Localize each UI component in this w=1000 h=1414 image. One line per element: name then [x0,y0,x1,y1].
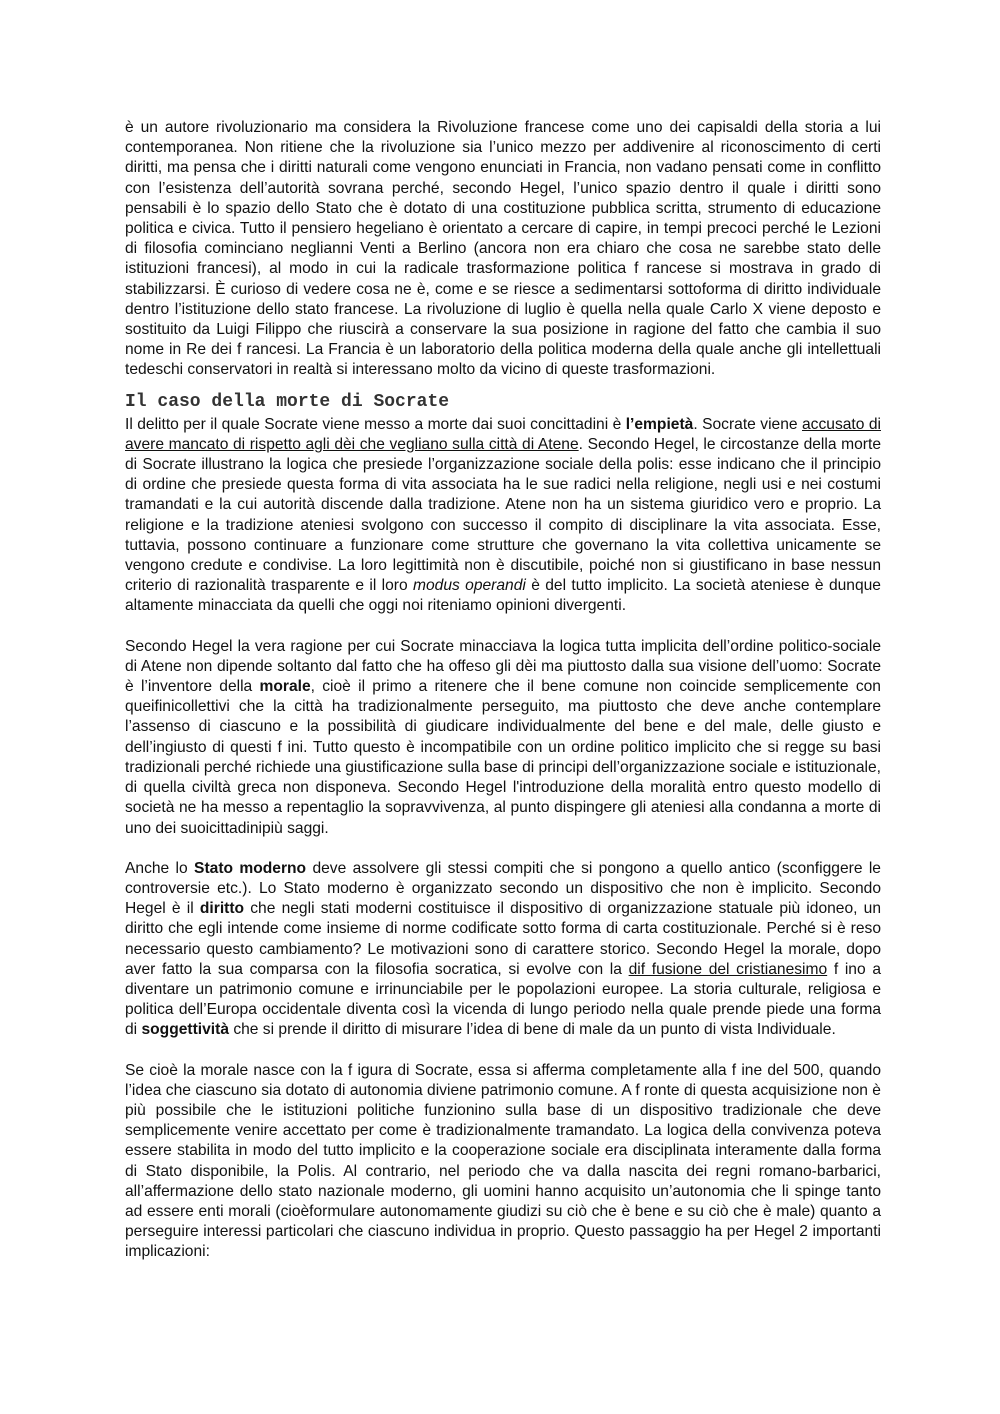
paragraph-text: Il delitto per il quale Socrate viene messo a morte dai suoi concittadini è [125,415,626,433]
paragraph-autonomia [125,1061,881,1263]
paragraph-text: è un autore rivoluzionario ma considera la Rivoluzione francese come uno dei capisaldi della storia a lui contemporanea. Non ritiene che la rivoluzione sia l’unico mezzo per addivenire al riconoscimento di certi diritti, ma pensa che i diritti naturali come vengono enunciati in Francia, non vadano pensati come in conflitto con l’esistenza dell’autorità sovrana perché, secondo Hegel, l’unico spazio dentro il quale i diritti sono pensabili è lo spazio dello Stato che è dotato di una costituzione pubblica scritta, strumento di educazione politica e civica. Tutto il pensiero hegeliano è orientato a cercare di capire, in tempi precoci perché le Lezioni di filosofia cominciano neglianni Venti a Berlino (ancora non era chiaro che cosa ne sarebbe stato delle istituzioni francesi), al modo in cui la radicale trasformazione politica f rancese si mostrava in grado di stabilizzarsi. È curioso di vedere cosa ne è, come e se riesce a sedimentarsi sottoforma di diritto individuale dentro l’istituzione dello stato francese. La rivoluzione di luglio è quella nella quale Carlo X viene deposto e sostituito da Luigi Filippo che riuscirà a conservare la sua posizione in ragione del fatto che cambia il suo nome in Re dei f rancesi. La Francia è un laboratorio della politica moderna della quale anche gli intellettuali tedeschi conservatori in realtà si interessano molto da vicino di queste trasformazioni. [125,119,881,379]
underlined-accusation: accusato di avere mancato di rispetto agli dèi che vegliano sulla città di Atene [125,415,881,453]
paragraph-stato-moderno [125,859,881,1041]
paragraph-morale-socrate [125,637,881,839]
paragraph-text: , cioè il primo a ritenere che il bene comune non coincide semplicemente con queifinicollettivi che la città ha tradizionalmente perseguito, ma piuttosto che deve anche contemplare l’assenso di ciascuno e la possibilità di giudicare individualmente del bene e del male, delle giusto e dell’ingiusto di questi f ini. Tutto questo è incompatibile con un ordine politico implicito che si regge su basi tradizionali perché richiede una giustificazione sulla base di principi dell’organizzazione sociale e istituzionale, di quella civiltà greca non disponeva. Secondo Hegel l'introduzione della moralità entro questo modello di società ne ha messo a repentaglio la sopravvivenza, al punto dispingere gli ateniesi alla condanna a morte di uno dei suoicittadinipiù saggi. [125,678,881,837]
paragraph-text: f ino a diventare un patrimonio comune e irrinunciabile per le popolazioni europee. La storia culturale, religiosa e politica dell’Europa occidentale diventa così la vicenda di lungo periodo nella quale prende piede una forma di [125,960,881,1039]
paragraph-text: è del tutto implicito. La società ateniese è dunque altamente minacciata da quelli che oggi noi riteniamo opinioni divergenti. [125,577,881,615]
bold-term-soggettivita: soggettività [141,1021,229,1039]
paragraph-text: Secondo Hegel la vera ragione per cui Socrate minacciava la logica tutta implicita dell’ordine politico-sociale di Atene non dipende soltanto dal fatto che ha offeso gli dèi ma piuttosto dalla sua visione dell’uomo: Socrate è l’inventore della [125,637,881,696]
paragraph-rivoluzione-francese [125,118,881,381]
paragraph-text: Anche lo [125,859,195,877]
paragraph-text: . Socrate viene [693,415,802,433]
paragraph-text: deve assolvere gli stessi compiti che si pongono a quello antico (sconfiggere le controversie etc.). Lo Stato moderno è organizzato secondo un dispositivo che non è implicito. Secondo Hegel è il [125,859,881,918]
paragraph-morte-socrate [125,415,881,617]
bold-term-morale: morale [259,678,311,696]
italic-term-modus-operandi: modus operandi [413,577,526,595]
paragraph-text: che negli stati moderni costituisce il dispositivo di organizzazione statuale più idoneo, un diritto che egli intende come insieme di norme codificate sotto forma di carta costituzionale. Perché si è reso necessario questo cambiamento? Le motivazioni sono di carattere storico. Secondo Hegel la morale, dopo aver fatto la sua comparsa con la filosofia socratica, si evolve con la [125,900,882,978]
bold-term-empieta: l’empietà [625,415,694,433]
section-heading: Il caso della morte di Socrate [125,391,450,412]
bold-term-stato-moderno: Stato moderno [194,859,307,877]
paragraph-text: che si prende il diritto di misurare l’idea di bene di male da un punto di vista Individuale. [229,1021,836,1039]
underlined-cristianesimo: dif fusione del cristianesimo [628,960,828,978]
paragraph-text: Se cioè la morale nasce con la f igura di Socrate, essa si afferma completamente alla f ine del 500, quando l’idea che ciascuno sia dotato di autonomia diviene patrimonio comune. A f ronte di questa acquisizione non è più possibile che le istituzioni politiche funzionino sulla base di un dispositivo tradizionale che deve semplicemente venire accettato per come è tradizionalmente tramandato. La logica della convivenza poteva essere stabilita in modo del tutto implicito e la cooperazione sociale era disciplinata interamente dalla forma di Stato disponibile, la Polis. Al contrario, nel periodo che va dalla nascita dei regni romano-barbarici, all’affermazione dello stato nazionale moderno, gli uomini hanno acquisito un’autonomia che li spinge tanto ad essere enti morali (cioèformulare autonomamente giudizi su ciò che è bene e su ciò che è male) quanto a perseguire interessi particolari che ciascuno individua in proprio. Questo passaggio ha per Hegel 2 importanti implicazioni: [125,1061,881,1261]
document-page [125,118,881,1263]
bold-term-diritto: diritto [199,900,245,918]
paragraph-text: . Secondo Hegel, le circostanze della morte di Socrate illustrano la logica che presiede l’organizzazione sociale della polis: esse indicano che il principio di ordine che presiede questa forma di vita associata ha le sue radici nella religione, negli usi e nei costumi tramandati e la cui autorità discende dalla tradizione. Atene non ha un sistema giuridico vero e proprio. La religione e la tradizione ateniesi svolgono con successo il compito di disciplinare la vita associata. Esse, tuttavia, possono continuare a funzionare come strutture che governano la vita collettiva unicamente se vengono credute e condivise. La loro legittimità non è discutibile, poiché non si giustificano in base nessun criterio di razionalità trasparente e il loro [125,435,881,595]
